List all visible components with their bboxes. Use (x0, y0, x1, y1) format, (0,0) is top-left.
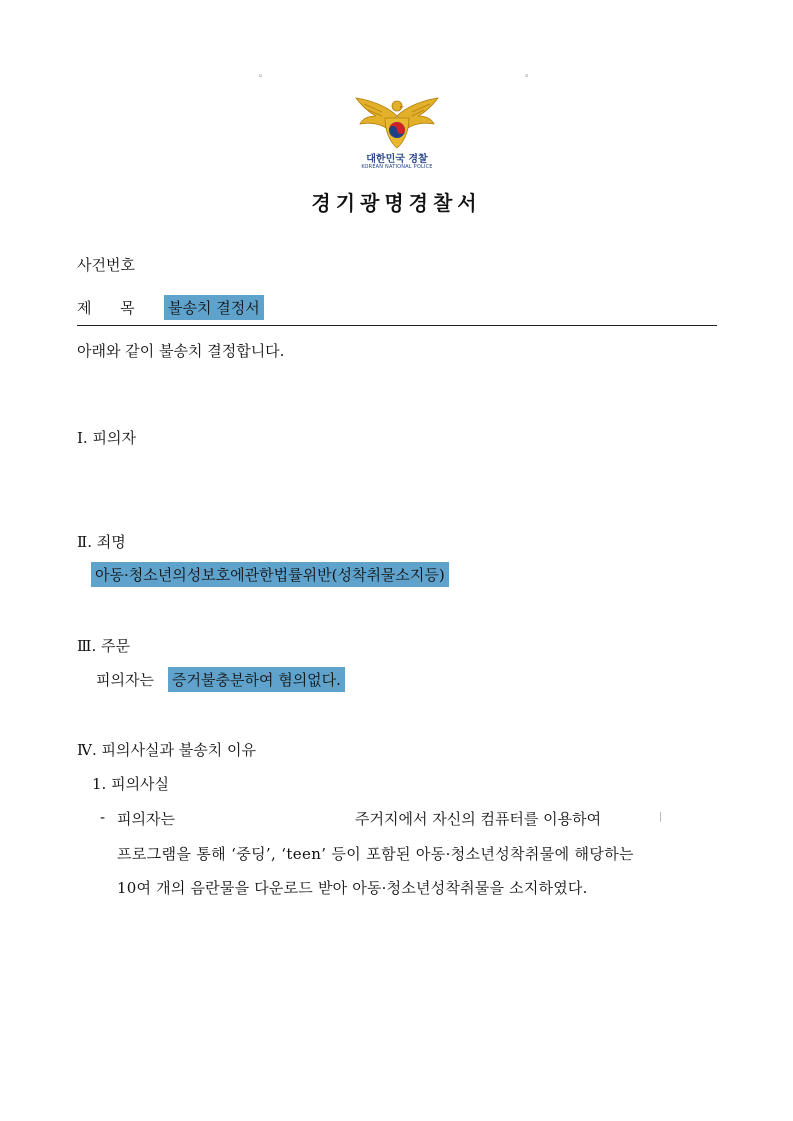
order-prefix: 피의자는 (96, 671, 154, 689)
charge-heading: Ⅱ. 죄명 (77, 533, 126, 551)
order-value: 증거불충분하여 혐의없다. (168, 667, 345, 692)
logo-text-korean: 대한민국 경찰 (366, 154, 428, 165)
station-title: 경기광명경찰서 (311, 191, 482, 215)
facts-line1-start: 피의자는 (117, 810, 175, 828)
facts-dash: - (100, 808, 106, 826)
header-dot-right: 。 (525, 69, 535, 79)
reason-heading: Ⅳ. 피의사실과 불송치 이유 (77, 741, 256, 759)
facts-line1-end: 주거지에서 자신의 컴퓨터를 이용하여 (355, 810, 602, 828)
facts-line2: 프로그램을 통해 ‘중딩’, ‘teen’ 등이 포함된 아동·청소년성착취물에 해당하는 (117, 845, 634, 863)
intro-text: 아래와 같이 불송치 결정합니다. (77, 342, 285, 360)
police-logo (352, 94, 442, 174)
header-divider (77, 325, 717, 326)
police-eagle-emblem-icon (352, 94, 442, 150)
order-heading: Ⅲ. 주문 (77, 637, 130, 655)
case-number-label: 사건번호 (77, 256, 135, 274)
facts-heading: 1. 피의사실 (92, 775, 170, 793)
charge-value: 아동·청소년의성보호에관한법률위반(성착취물소지등) (91, 562, 449, 587)
facts-line3: 10여 개의 음란물을 다운로드 받아 아동·청소년성착취물을 소지하였다. (117, 879, 588, 897)
header-dot-left: 。 (259, 69, 269, 79)
subject-value: 불송치 결정서 (164, 295, 264, 320)
logo-text-english: KOREAN NATIONAL POLICE (361, 164, 433, 170)
subject-label: 제 목 (77, 299, 135, 317)
suspect-heading: Ⅰ. 피의자 (77, 429, 136, 447)
redaction-mark (660, 812, 661, 822)
